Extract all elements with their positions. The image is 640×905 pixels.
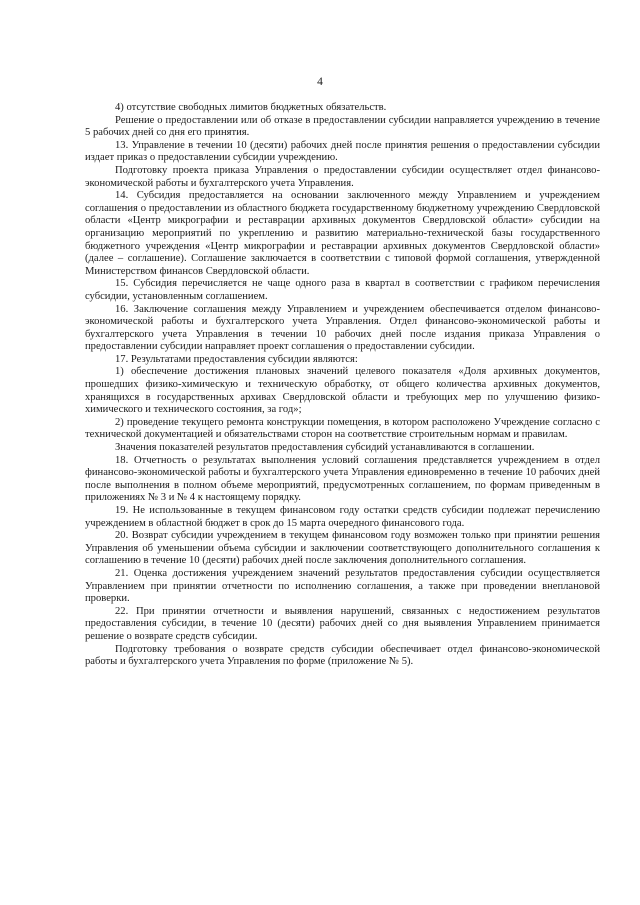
- paragraph: 18. Отчетность о результатах выполнения условий соглашения представляется учреждением в отдел финансово-экономической работы и бухгалтерского учета Управления единовременно в течение 10 рабочих дней после выполнения в полном объеме мероприятий, предусмотренных соглашением, по формам приведенным в приложениях № 3 и № 4 к настоящему порядку.: [85, 454, 600, 504]
- paragraph: 13. Управление в течении 10 (десяти) рабочих дней после принятия решения о предоставлении субсидии издает приказ о предоставлении субсидии учреждению.: [85, 139, 600, 164]
- page-number: 4: [317, 76, 323, 88]
- paragraph: 1) обеспечение достижения плановых значений целевого показателя «Доля архивных документов, прошедших физико-химическую и техническую обработку, от общего количества архивных документов, хранящихся в государственных архивах Свердловской области и требующих мер по улучшению физико-химического и технического состояния, за год»;: [85, 366, 600, 416]
- document-body: [85, 102, 600, 669]
- paragraph: 2) проведение текущего ремонта конструкции помещения, в котором расположено Учреждение согласно с технической документацией и обязательствами сторон на соответствие строительным нормам и правилам.: [85, 416, 600, 441]
- paragraph: 15. Субсидия перечисляется не чаще одного раза в квартал в соответствии с графиком перечисления субсидии, установленным соглашением.: [85, 278, 600, 302]
- paragraph: Подготовку проекта приказа Управления о предоставлении субсидии осуществляет отдел финансово-экономической работы и бухгалтерского учета Управления.: [85, 164, 600, 189]
- paragraph: 4) отсутствие свободных лимитов бюджетных обязательств.: [115, 102, 387, 113]
- paragraph: 14. Субсидия предоставляется на основании заключенного между Управлением и учреждением соглашения о предоставлении из областного бюджета государственному бюджетному учреждению Свердловской области «Центр микрографии и реставрации архивных документов Свердловской области» субсидии на организацию мероприятий по укреплению и развитию материально-технической базы государственного бюджетного учреждения «Центр микрографии и реставрации архивных документов Свердловской области» (далее – соглашение). Соглашение заключается в соответствии с типовой формой соглашения, утвержденной Министерством финансов Свердловской области.: [85, 190, 600, 277]
- paragraph: Решение о предоставлении или об отказе в предоставлении субсидии направляется учреждению в течение 5 рабочих дней со дня его принятия.: [85, 114, 600, 139]
- paragraph: 22. При принятии отчетности и выявления нарушений, связанных с недостижением результатов предоставления субсидии, в течение 10 (десяти) рабочих дней со дня выявления Управлением принимается решение о возврате средств субсидии.: [85, 605, 600, 642]
- paragraph: Подготовку требования о возврате средств субсидии обеспечивает отдел финансово-экономической работы и бухгалтерского учета Управления по форме (приложение № 5).: [85, 643, 600, 668]
- paragraph: 16. Заключение соглашения между Управлением и учреждением обеспечивается отделом финансово-экономической работы и бухгалтерского учета Управления. Отдел финансово-экономической работы и бухгалтерского учета Управления в течении 10 рабочих дней после издания приказа Управления о предоставлении субсидии направляет проект соглашения о предоставлении субсидии.: [85, 303, 600, 353]
- paragraph: 19. Не использованные в текущем финансовом году остатки средств субсидии подлежат перечислению учреждением в областной бюджет в срок до 15 марта очередного финансового года.: [85, 505, 600, 529]
- paragraph: Значения показателей результатов предоставления субсидий устанавливаются в соглашении.: [115, 442, 535, 454]
- paragraph: 20. Возврат субсидии учреждением в текущем финансовом году возможен только при принятии решения Управления об уменьшении объема субсидии и заключении соответствующего дополнительного соглашения к соглашению в течение 10 (десяти) рабочих дней после заключения дополнительного соглашения.: [85, 530, 600, 567]
- paragraph: 17. Результатами предоставления субсидии являются:: [115, 353, 358, 365]
- paragraph: 21. Оценка достижения учреждением значений результатов предоставления субсидии осуществляется Управлением при принятии отчетности по исполнению соглашения, а также при проведении внеплановой проверки.: [85, 567, 600, 605]
